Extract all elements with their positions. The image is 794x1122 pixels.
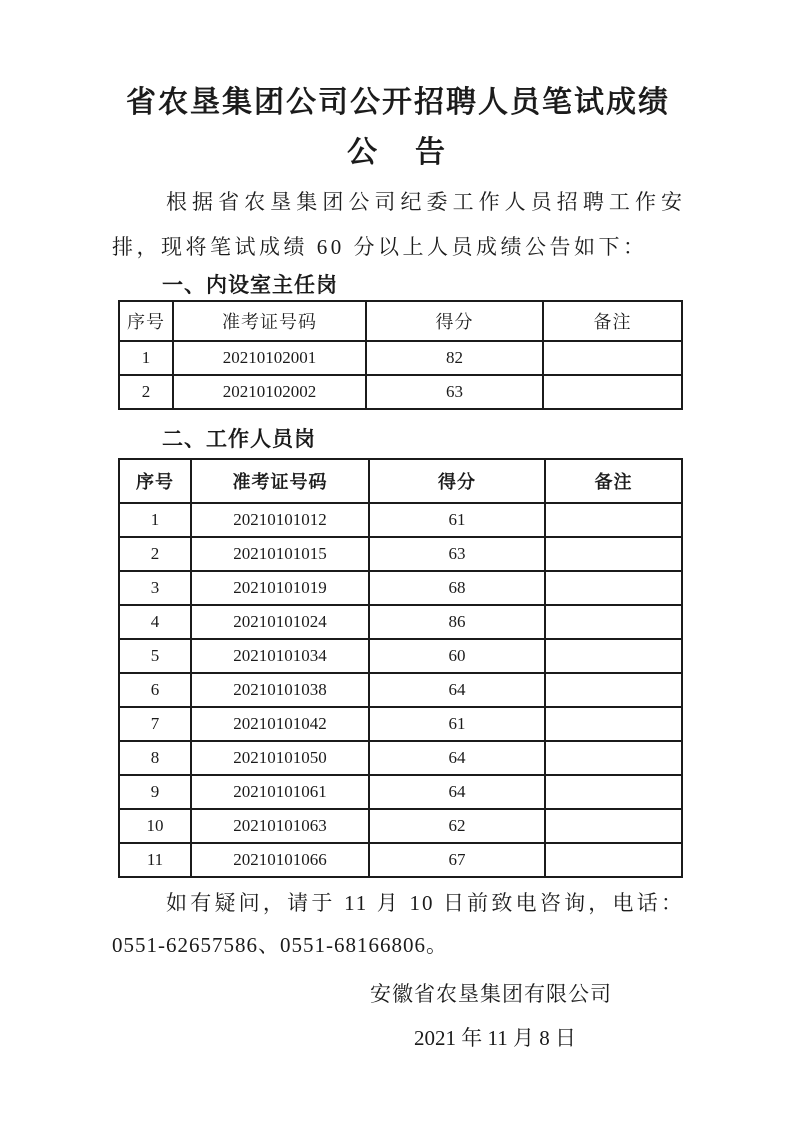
table-row — [119, 571, 682, 605]
table-cell: 20210102002 — [173, 375, 366, 409]
table-cell — [545, 843, 682, 877]
table-header-row — [119, 301, 682, 341]
table-cell — [545, 605, 682, 639]
table-row — [119, 605, 682, 639]
col-header-exam-number: 准考证号码 — [191, 459, 369, 503]
table-row — [119, 375, 682, 409]
table-cell: 20210101042 — [191, 707, 369, 741]
col-header-remark: 备注 — [545, 459, 682, 503]
table-cell: 3 — [119, 571, 191, 605]
table-row — [119, 537, 682, 571]
table-cell — [545, 775, 682, 809]
signature-date: 2021 年 11 月 8 日 — [414, 1026, 576, 1050]
table-cell: 61 — [369, 707, 545, 741]
table-row — [119, 843, 682, 877]
table-row — [119, 775, 682, 809]
table-cell: 20210101066 — [191, 843, 369, 877]
table-cell: 64 — [369, 775, 545, 809]
table-cell: 6 — [119, 673, 191, 707]
signature-company: 安徽省农垦集团有限公司 — [370, 982, 612, 1006]
table-cell: 2 — [119, 375, 173, 409]
intro-paragraph — [112, 180, 684, 270]
table-cell: 60 — [369, 639, 545, 673]
table-cell: 20210101034 — [191, 639, 369, 673]
table-cell: 20210101024 — [191, 605, 369, 639]
table-cell: 67 — [369, 843, 545, 877]
table-cell: 20210101063 — [191, 809, 369, 843]
document-title-line1: 省农垦集团公司公开招聘人员笔试成绩 — [126, 86, 670, 119]
contact-paragraph — [112, 882, 684, 966]
col-header-score: 得分 — [366, 301, 543, 341]
contact-line1: 如有疑问，请于 11 月 10 日前致电咨询，电话： — [166, 891, 684, 915]
table-cell: 20210101015 — [191, 537, 369, 571]
section2-heading: 二、工作人员岗 — [162, 427, 316, 451]
table-cell: 4 — [119, 605, 191, 639]
table-row — [119, 341, 682, 375]
table-cell — [545, 673, 682, 707]
table-cell — [545, 503, 682, 537]
col-header-score: 得分 — [369, 459, 545, 503]
section2-table-body — [119, 503, 682, 877]
table-cell — [545, 639, 682, 673]
table-cell: 63 — [369, 537, 545, 571]
section1-score-table — [118, 300, 683, 410]
table-cell — [545, 537, 682, 571]
table-cell: 1 — [119, 341, 173, 375]
table-cell: 20210101019 — [191, 571, 369, 605]
document-content — [112, 84, 684, 1058]
table-row — [119, 707, 682, 741]
table-cell: 20210102001 — [173, 341, 366, 375]
col-header-remark: 备注 — [543, 301, 682, 341]
table-row — [119, 503, 682, 537]
table-cell — [543, 375, 682, 409]
table-cell: 20210101061 — [191, 775, 369, 809]
table-cell: 8 — [119, 741, 191, 775]
table-cell — [545, 809, 682, 843]
intro-line2: 排，现将笔试成绩 60 分以上人员成绩公告如下： — [112, 235, 648, 259]
table-cell: 86 — [369, 605, 545, 639]
table-cell: 82 — [366, 341, 543, 375]
table-cell — [545, 741, 682, 775]
table-header-row — [119, 459, 682, 503]
col-header-index: 序号 — [119, 459, 191, 503]
table-cell: 7 — [119, 707, 191, 741]
section1-table-body — [119, 341, 682, 409]
table-cell: 20210101038 — [191, 673, 369, 707]
table-row — [119, 741, 682, 775]
section1-heading: 一、内设室主任岗 — [162, 273, 338, 297]
table-cell — [545, 571, 682, 605]
table-cell: 61 — [369, 503, 545, 537]
table-cell: 20210101050 — [191, 741, 369, 775]
col-header-index: 序号 — [119, 301, 173, 341]
table-cell: 63 — [366, 375, 543, 409]
table-cell: 1 — [119, 503, 191, 537]
table-cell: 62 — [369, 809, 545, 843]
table-cell — [543, 341, 682, 375]
table-cell: 11 — [119, 843, 191, 877]
table-row — [119, 809, 682, 843]
col-header-exam-number: 准考证号码 — [173, 301, 366, 341]
document-title-line2: 公 告 — [347, 136, 449, 169]
table-row — [119, 673, 682, 707]
table-cell: 10 — [119, 809, 191, 843]
table-row — [119, 639, 682, 673]
table-cell: 2 — [119, 537, 191, 571]
section2-score-table — [118, 458, 683, 878]
intro-line1: 根据省农垦集团公司纪委工作人员招聘工作安 — [166, 190, 684, 214]
table-cell: 5 — [119, 639, 191, 673]
table-cell: 64 — [369, 741, 545, 775]
table-cell: 64 — [369, 673, 545, 707]
contact-phone-numbers: 0551-62657586、0551-68166806。 — [112, 933, 448, 957]
table-cell: 9 — [119, 775, 191, 809]
table-cell: 20210101012 — [191, 503, 369, 537]
table-cell — [545, 707, 682, 741]
table-cell: 68 — [369, 571, 545, 605]
